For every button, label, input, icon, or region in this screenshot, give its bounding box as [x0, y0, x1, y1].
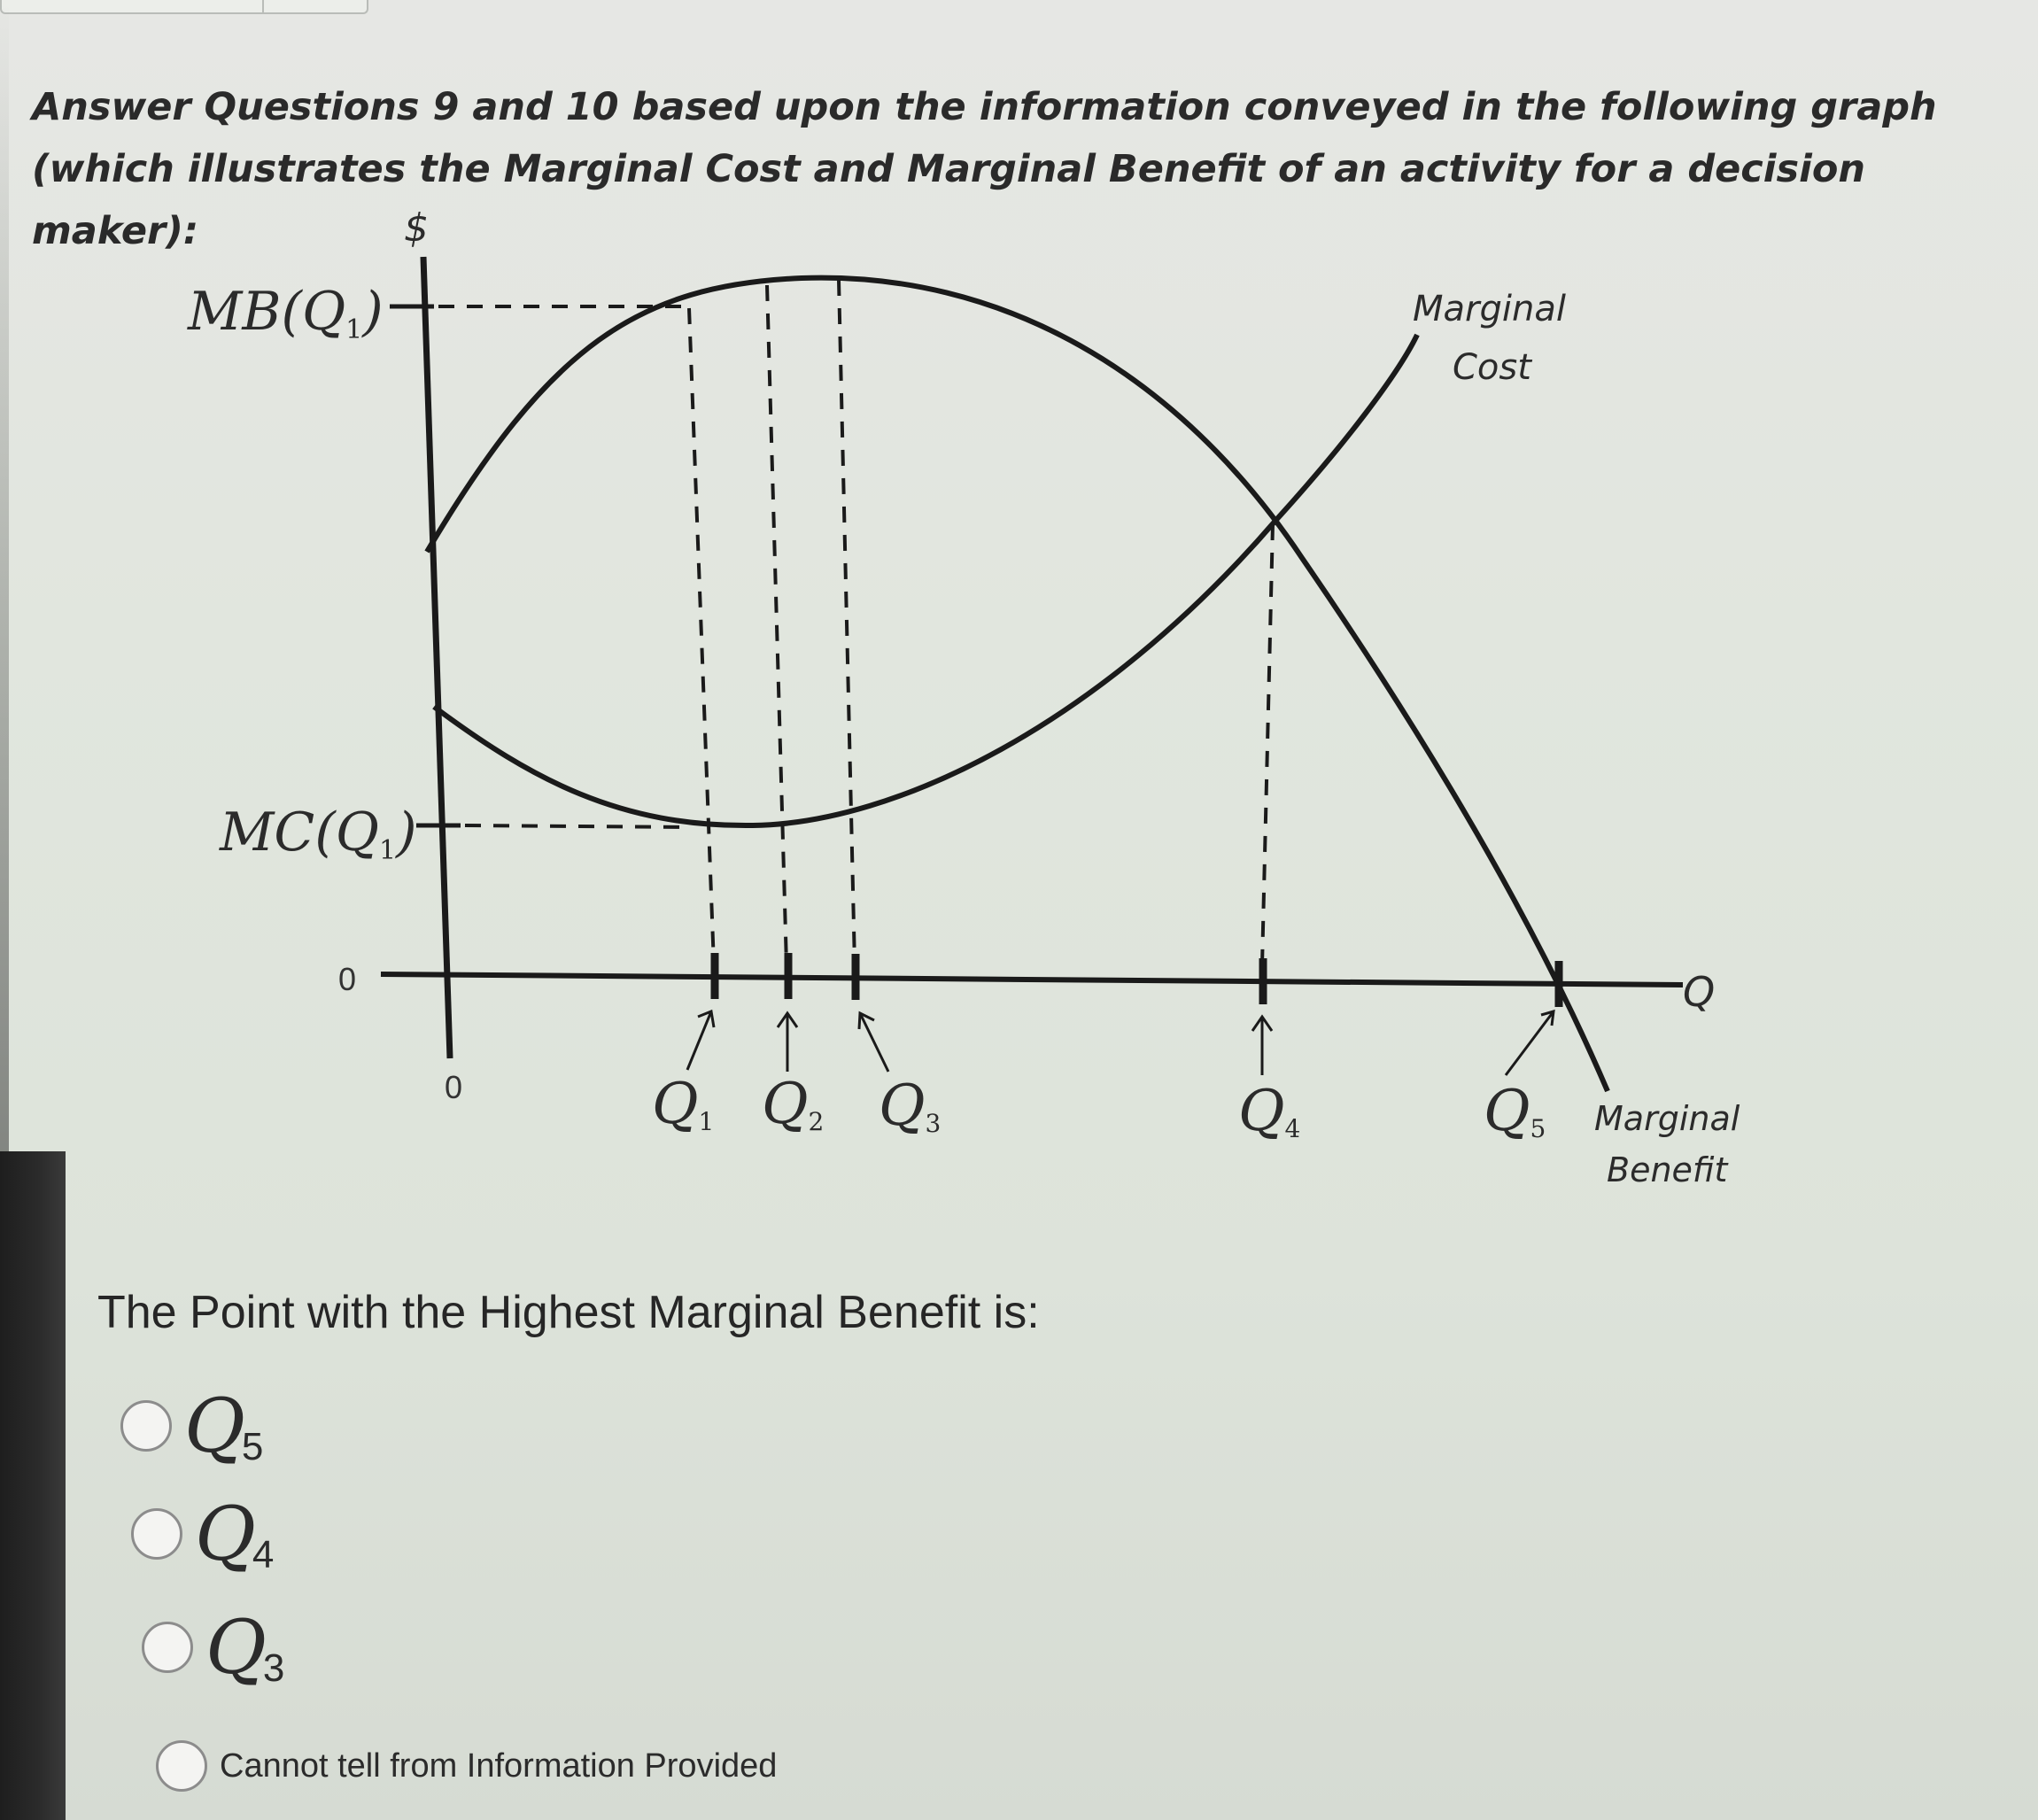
option-q4[interactable] [131, 1491, 277, 1577]
intro-text: Answer Questions 9 and 10 based upon the information conveyed in the following graph (which illustrates the Marginal Cost and Marginal Benefit of an activity for a decision maker): [32, 85, 1937, 253]
q2-label: Q2 [762, 1072, 825, 1137]
q4-vertical-dash [1262, 524, 1273, 965]
option-q5-subscript: 5 [241, 1425, 264, 1468]
marginal-benefit-label-line1: Marginal [1594, 1099, 1740, 1138]
question-prompt: The Point with the Highest Marginal Benefit is: [97, 1287, 1040, 1338]
mc-tick-label: MC(Q1) [220, 802, 417, 866]
radio-button[interactable] [120, 1400, 172, 1452]
option-q5-letter: Q [184, 1382, 245, 1469]
q5-arrow [1506, 1011, 1554, 1075]
x-axis [381, 974, 1683, 985]
q3-vertical-dash [839, 280, 855, 965]
option-q3[interactable] [142, 1604, 288, 1691]
x-zero-label: 0 [445, 1069, 463, 1105]
q1-label: Q1 [652, 1072, 715, 1137]
option-q4-subscript: 4 [252, 1533, 275, 1576]
y-axis [423, 257, 450, 1058]
q1-vertical-dash [689, 308, 714, 965]
marginal-benefit-label-line2: Benefit [1607, 1150, 1728, 1189]
marginal-cost-curve [434, 335, 1417, 825]
x-axis-label: Q [1683, 968, 1716, 1016]
option-q5[interactable] [120, 1382, 267, 1469]
radio-button[interactable] [131, 1508, 182, 1560]
q4-arrow [1252, 1017, 1272, 1075]
radio-button[interactable] [142, 1622, 193, 1673]
option-q3-letter: Q [205, 1604, 267, 1691]
mb-tick-label: MB(Q1) [188, 281, 384, 345]
marginal-cost-label-line1: Marginal [1413, 289, 1566, 329]
option-cannot-tell-label: Cannot tell from Information Provided [220, 1746, 778, 1785]
q2-vertical-dash [767, 285, 787, 965]
marginal-cost-label-line2: Cost [1453, 347, 1531, 388]
tick-arrows [687, 1011, 1554, 1075]
q3-arrow [859, 1013, 888, 1072]
marginal-benefit-curve [427, 278, 1608, 1091]
option-q4-letter: Q [195, 1491, 256, 1577]
option-q3-subscript: 3 [262, 1646, 285, 1690]
q2-arrow [778, 1013, 797, 1072]
mc-q1-horizontal-dash [465, 825, 691, 827]
option-cannot-tell[interactable] [156, 1740, 777, 1792]
dashed-reference-lines [438, 280, 1273, 965]
y-zero-label: 0 [338, 961, 357, 997]
y-axis-label: $ [404, 205, 429, 251]
q3-label: Q3 [879, 1073, 942, 1139]
q5-label: Q5 [1484, 1079, 1546, 1144]
radio-button[interactable] [156, 1740, 207, 1792]
q1-arrow [687, 1011, 714, 1070]
q4-label: Q4 [1238, 1079, 1301, 1144]
